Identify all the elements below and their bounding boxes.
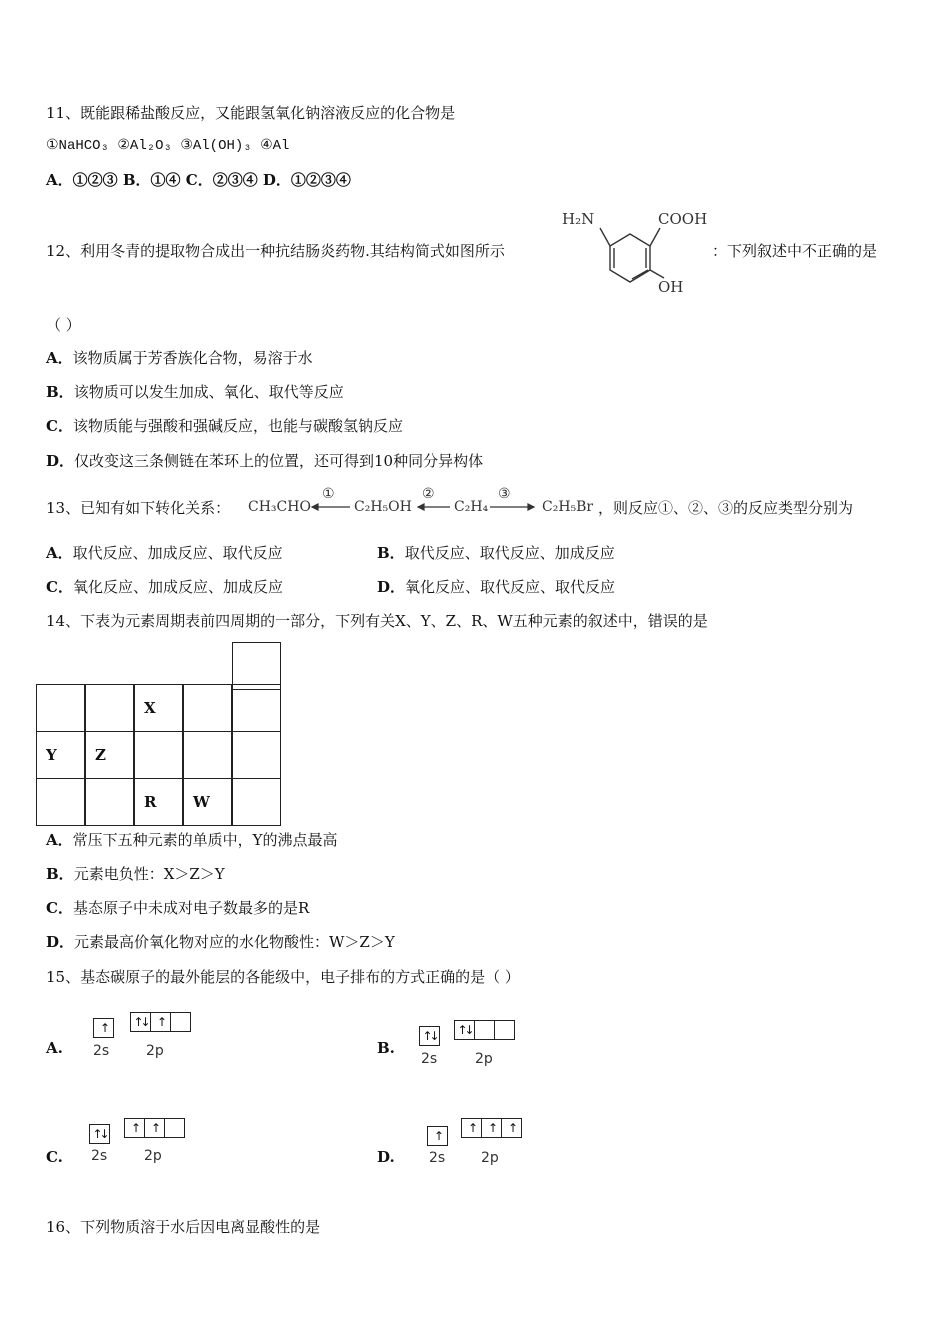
q13-option-a bbox=[46, 543, 283, 563]
option-text: B． bbox=[46, 865, 74, 883]
option-text: C． bbox=[46, 578, 73, 596]
option-text: B． bbox=[377, 544, 405, 562]
label-2s: 2s bbox=[91, 1148, 108, 1164]
orbital-2s bbox=[428, 1126, 448, 1146]
pt-cell bbox=[183, 731, 232, 779]
orbital-2p bbox=[462, 1118, 522, 1138]
q11-stem: 11、既能跟稀盐酸反应，又能跟氢氧化钠溶液反应的化合物是 bbox=[46, 104, 456, 122]
q15-option-d-label: D. bbox=[377, 1148, 395, 1166]
option-text: A． bbox=[46, 831, 73, 849]
pt-cell-y: Y bbox=[36, 731, 85, 779]
label-2p: 2p bbox=[481, 1150, 499, 1166]
reaction-scheme bbox=[246, 482, 606, 522]
pt-cell bbox=[85, 684, 134, 732]
pt-cell-x: X bbox=[134, 684, 183, 732]
orbital-box: ↑ bbox=[461, 1118, 482, 1138]
option-text: 元素最高价氧化物对应的水化物酸性：W＞Z＞Y bbox=[74, 933, 395, 951]
option-text: C． bbox=[46, 899, 73, 917]
orbital-box: ↑ bbox=[150, 1012, 171, 1032]
orbital-2s bbox=[90, 1124, 110, 1144]
c2h5br-label: C₂H₅Br bbox=[542, 499, 594, 515]
label-2s: 2s bbox=[429, 1150, 446, 1166]
orbital-box: ↑↓ bbox=[130, 1012, 151, 1032]
q14-stem: 14、下表为元素周期表前四周期的一部分，下列有关X、Y、Z、R、W五种元素的叙述中，错误的是 bbox=[46, 612, 708, 630]
q12-option-d bbox=[46, 451, 483, 471]
reaction-2-label: ② bbox=[422, 486, 435, 502]
option-text: D． bbox=[46, 452, 75, 470]
q12-stem: 12、利用冬青的提取物合成出一种抗结肠炎药物.其结构简式如图所示 bbox=[46, 242, 505, 260]
q11-items: ①NaHCO₃ ②Al₂O₃ ③Al(OH)₃ ④Al bbox=[46, 138, 290, 154]
option-text: 常压下五种元素的单质中，Y的沸点最高 bbox=[72, 831, 338, 849]
option-text: 氧化反应、取代反应、取代反应 bbox=[405, 578, 616, 596]
pt-cell-z: Z bbox=[85, 731, 134, 779]
orbital-box: ↑ bbox=[427, 1126, 448, 1146]
q12-option-a bbox=[46, 348, 313, 368]
q12-paren: （ ） bbox=[46, 316, 81, 334]
orbital-box bbox=[474, 1020, 495, 1040]
q16-stem: 16、下列物质溶于水后因电离显酸性的是 bbox=[46, 1218, 321, 1236]
q13-option-b bbox=[377, 543, 615, 563]
q13-tail: ，则反应①、②、③的反应类型分别为 bbox=[598, 499, 854, 517]
c2h4-label: C₂H₄ bbox=[454, 499, 489, 515]
option-text: 元素电负性：X＞Z＞Y bbox=[73, 865, 225, 883]
option-text: A． bbox=[46, 544, 73, 562]
orbital-box bbox=[494, 1020, 515, 1040]
option-text: 该物质能与强酸和强碱反应，也能与碳酸氢钠反应 bbox=[72, 417, 403, 435]
ch3cho-label: CH₃CHO bbox=[248, 499, 311, 515]
q15-option-c-label: C. bbox=[46, 1148, 63, 1166]
orbital-box: ↑↓ bbox=[419, 1026, 440, 1046]
option-text: C． bbox=[46, 417, 73, 435]
q13-option-d bbox=[377, 577, 615, 597]
label-2s: 2s bbox=[421, 1051, 438, 1067]
orbital-box: ↑↓ bbox=[89, 1124, 110, 1144]
label-2p: 2p bbox=[144, 1148, 162, 1164]
label-2s: 2s bbox=[93, 1043, 110, 1059]
q14-option-b bbox=[46, 864, 225, 884]
orbital-box: ↑ bbox=[481, 1118, 502, 1138]
label-2p: 2p bbox=[475, 1051, 493, 1067]
pt-cell bbox=[134, 731, 183, 779]
pt-cell bbox=[232, 642, 281, 690]
q15-option-b-label: B. bbox=[377, 1039, 395, 1057]
orbital-box: ↑↓ bbox=[454, 1020, 475, 1040]
orbital-2p bbox=[131, 1012, 191, 1032]
orbital-box bbox=[170, 1012, 191, 1032]
c2h5oh-label: C₂H₅OH bbox=[354, 499, 412, 515]
pt-cell bbox=[232, 731, 281, 779]
pt-cell-r: R bbox=[134, 778, 183, 826]
option-text: 氧化反应、加成反应、加成反应 bbox=[72, 578, 283, 596]
option-text: 该物质可以发生加成、氧化、取代等反应 bbox=[73, 383, 344, 401]
pt-cell bbox=[36, 684, 85, 732]
orbital-box: ↑ bbox=[93, 1018, 114, 1038]
orbital-2s bbox=[420, 1026, 440, 1046]
pt-cell bbox=[232, 684, 281, 732]
q13-stem: 13、已知有如下转化关系： bbox=[46, 499, 231, 517]
orbital-box: ↑ bbox=[144, 1118, 165, 1138]
option-text: D． bbox=[377, 578, 406, 596]
q15-stem: 15、基态碳原子的最外能层的各能级中，电子排布的方式正确的是（ ） bbox=[46, 968, 520, 986]
option-text: 基态原子中未成对电子数最多的是R bbox=[72, 899, 310, 917]
pt-cell-w: W bbox=[183, 778, 232, 826]
orbital-2s bbox=[94, 1018, 114, 1038]
q11-options: A．①②③ B．①④ C．②③④ D．①②③④ bbox=[46, 171, 351, 189]
hydroxyl-group: OH bbox=[658, 278, 684, 296]
q14-option-a bbox=[46, 830, 338, 850]
carboxyl-group: COOH bbox=[658, 210, 708, 228]
option-text: A． bbox=[46, 349, 73, 367]
option-text: 仅改变这三条侧链在苯环上的位置，还可得到10种同分异构体 bbox=[74, 452, 484, 470]
pt-cell bbox=[36, 778, 85, 826]
orbital-2p bbox=[455, 1020, 515, 1040]
option-text: 取代反应、加成反应、取代反应 bbox=[72, 544, 283, 562]
amine-group: H₂N bbox=[562, 210, 595, 228]
orbital-box bbox=[164, 1118, 185, 1138]
q12-option-c bbox=[46, 416, 403, 436]
reaction-3-label: ③ bbox=[498, 486, 511, 502]
orbital-box: ↑ bbox=[124, 1118, 145, 1138]
pt-cell bbox=[232, 778, 281, 826]
q14-option-c bbox=[46, 898, 309, 918]
q13-option-c bbox=[46, 577, 283, 597]
orbital-2p bbox=[125, 1118, 185, 1138]
option-text: 该物质属于芳香族化合物，易溶于水 bbox=[72, 349, 313, 367]
q14-option-d bbox=[46, 932, 395, 952]
pt-cell bbox=[183, 684, 232, 732]
option-text: 取代反应、取代反应、加成反应 bbox=[404, 544, 615, 562]
structure-diagram bbox=[560, 204, 720, 296]
label-2p: 2p bbox=[146, 1043, 164, 1059]
option-text: D． bbox=[46, 933, 75, 951]
option-text: B． bbox=[46, 383, 74, 401]
q15-option-a-label: A. bbox=[46, 1039, 63, 1057]
q12-stem-tail: ：下列叙述中不正确的是 bbox=[712, 242, 878, 260]
orbital-box: ↑ bbox=[501, 1118, 522, 1138]
reaction-1-label: ① bbox=[322, 486, 335, 502]
pt-cell bbox=[85, 778, 134, 826]
q12-option-b bbox=[46, 382, 344, 402]
